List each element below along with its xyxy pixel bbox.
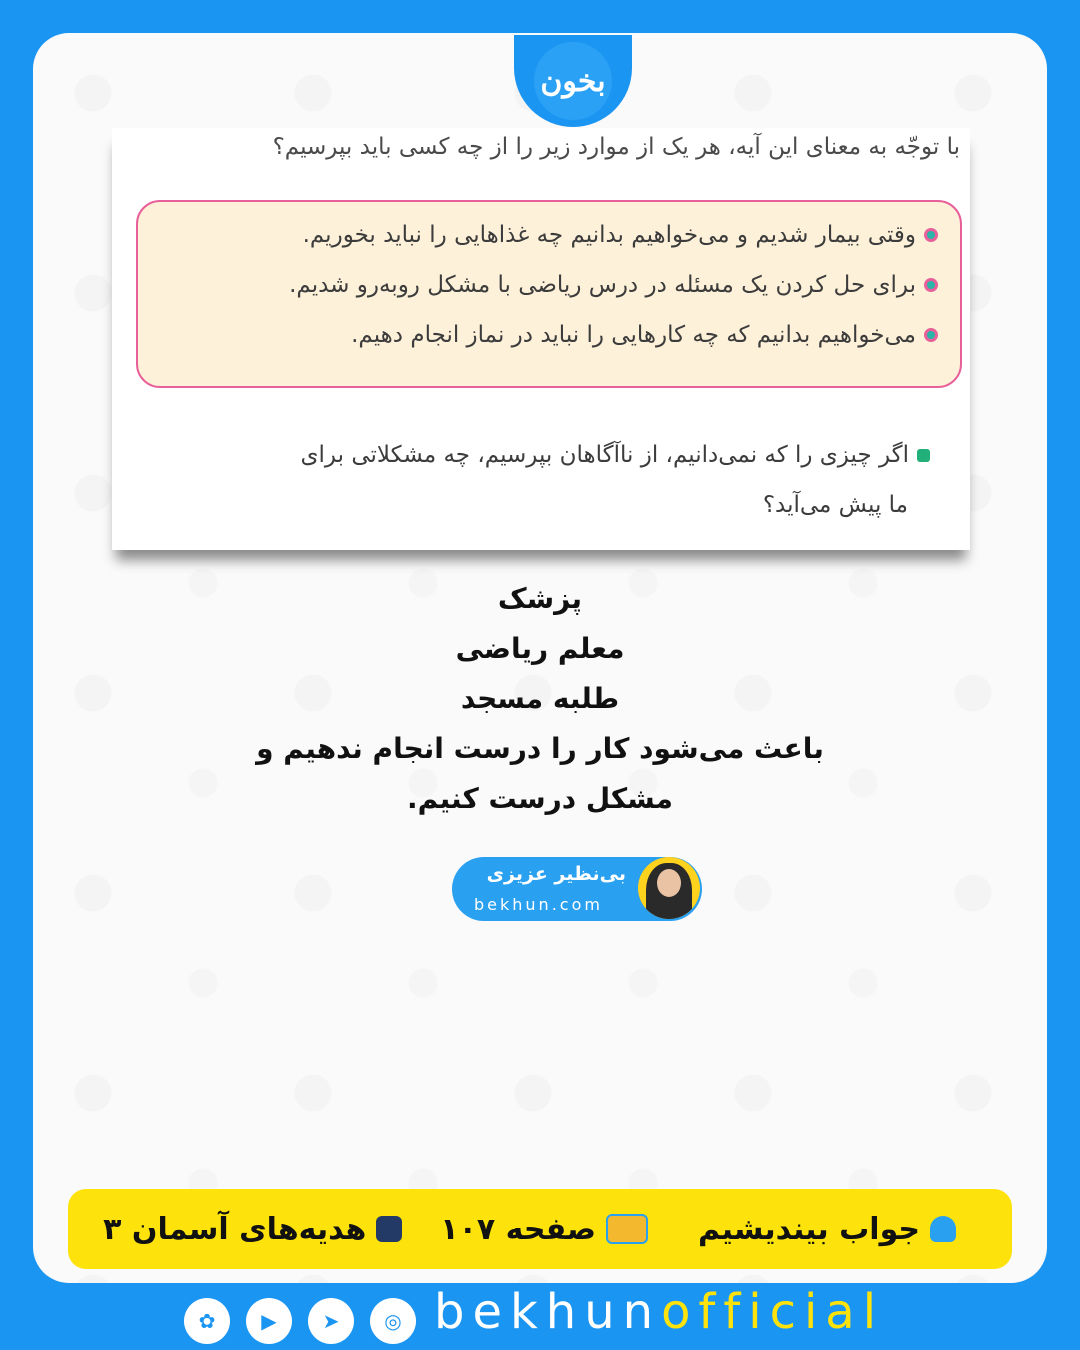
answer-line: معلم ریاضی xyxy=(455,632,625,665)
author-badge xyxy=(452,857,702,921)
answer-text xyxy=(0,574,1080,824)
banner-part-3: هدیه‌های آسمان ۳ xyxy=(103,1212,406,1247)
youtube-icon[interactable]: ▶ xyxy=(246,1298,292,1344)
item-text: وقتی بیمار شدیم و می‌خواهیم بدانیم چه غذاهایی را نباید بخوریم. xyxy=(302,222,916,248)
items-box xyxy=(136,200,962,388)
footer xyxy=(0,1284,1080,1348)
brand-wordmark xyxy=(434,1284,884,1340)
bullet-icon xyxy=(917,449,930,462)
item-text: برای حل کردن یک مسئله در درس ریاضی با مشکل روبه‌رو شدیم. xyxy=(289,272,916,298)
instagram-icon[interactable]: ◎ xyxy=(370,1298,416,1344)
bullet-icon xyxy=(924,278,938,292)
book-question-2: اگر چیزی را که نمی‌دانیم، از ناآگاهان بپرسیم، چه مشکلاتی برای ما پیش می‌آید؟ xyxy=(136,430,930,530)
graduation-cap-icon xyxy=(376,1216,402,1242)
person-icon xyxy=(930,1216,956,1242)
answer-line: مشکل درست کنیم. xyxy=(407,782,673,815)
brand-white: bekhun xyxy=(434,1284,662,1340)
bullet-icon xyxy=(924,228,938,242)
answer-line: طلبه مسجد xyxy=(460,682,620,715)
list-item xyxy=(351,322,938,348)
logo-badge xyxy=(514,35,632,127)
brand-yellow: official xyxy=(661,1284,885,1340)
aparat-icon[interactable]: ✿ xyxy=(184,1298,230,1344)
title-banner xyxy=(68,1189,1012,1269)
item-text: می‌خواهیم بدانیم که چه کارهایی را نباید در نماز انجام دهیم. xyxy=(351,322,916,348)
avatar xyxy=(638,857,700,919)
logo-icon: بخون xyxy=(534,42,612,120)
bullet-icon xyxy=(924,328,938,342)
author-site: bekhun.com xyxy=(474,895,603,914)
answer-line: باعث می‌شود کار را درست انجام ندهیم و xyxy=(256,732,824,765)
list-item xyxy=(303,222,938,248)
book-question: با توجّه به معنای این آیه، هر یک از موارد زیر را از چه کسی باید بپرسیم؟ xyxy=(272,134,960,160)
author-name: بی‌نظیر عزیزی xyxy=(486,863,626,885)
banner-part-1: جواب بیندیشیم xyxy=(698,1212,960,1247)
textbook-excerpt xyxy=(112,128,970,550)
open-book-icon xyxy=(606,1214,648,1244)
banner-part-2: صفحه ۱۰۷ xyxy=(440,1212,652,1247)
telegram-icon[interactable]: ➤ xyxy=(308,1298,354,1344)
list-item xyxy=(289,272,938,298)
avatar-face xyxy=(657,869,681,897)
answer-line: پزشک xyxy=(497,582,583,615)
